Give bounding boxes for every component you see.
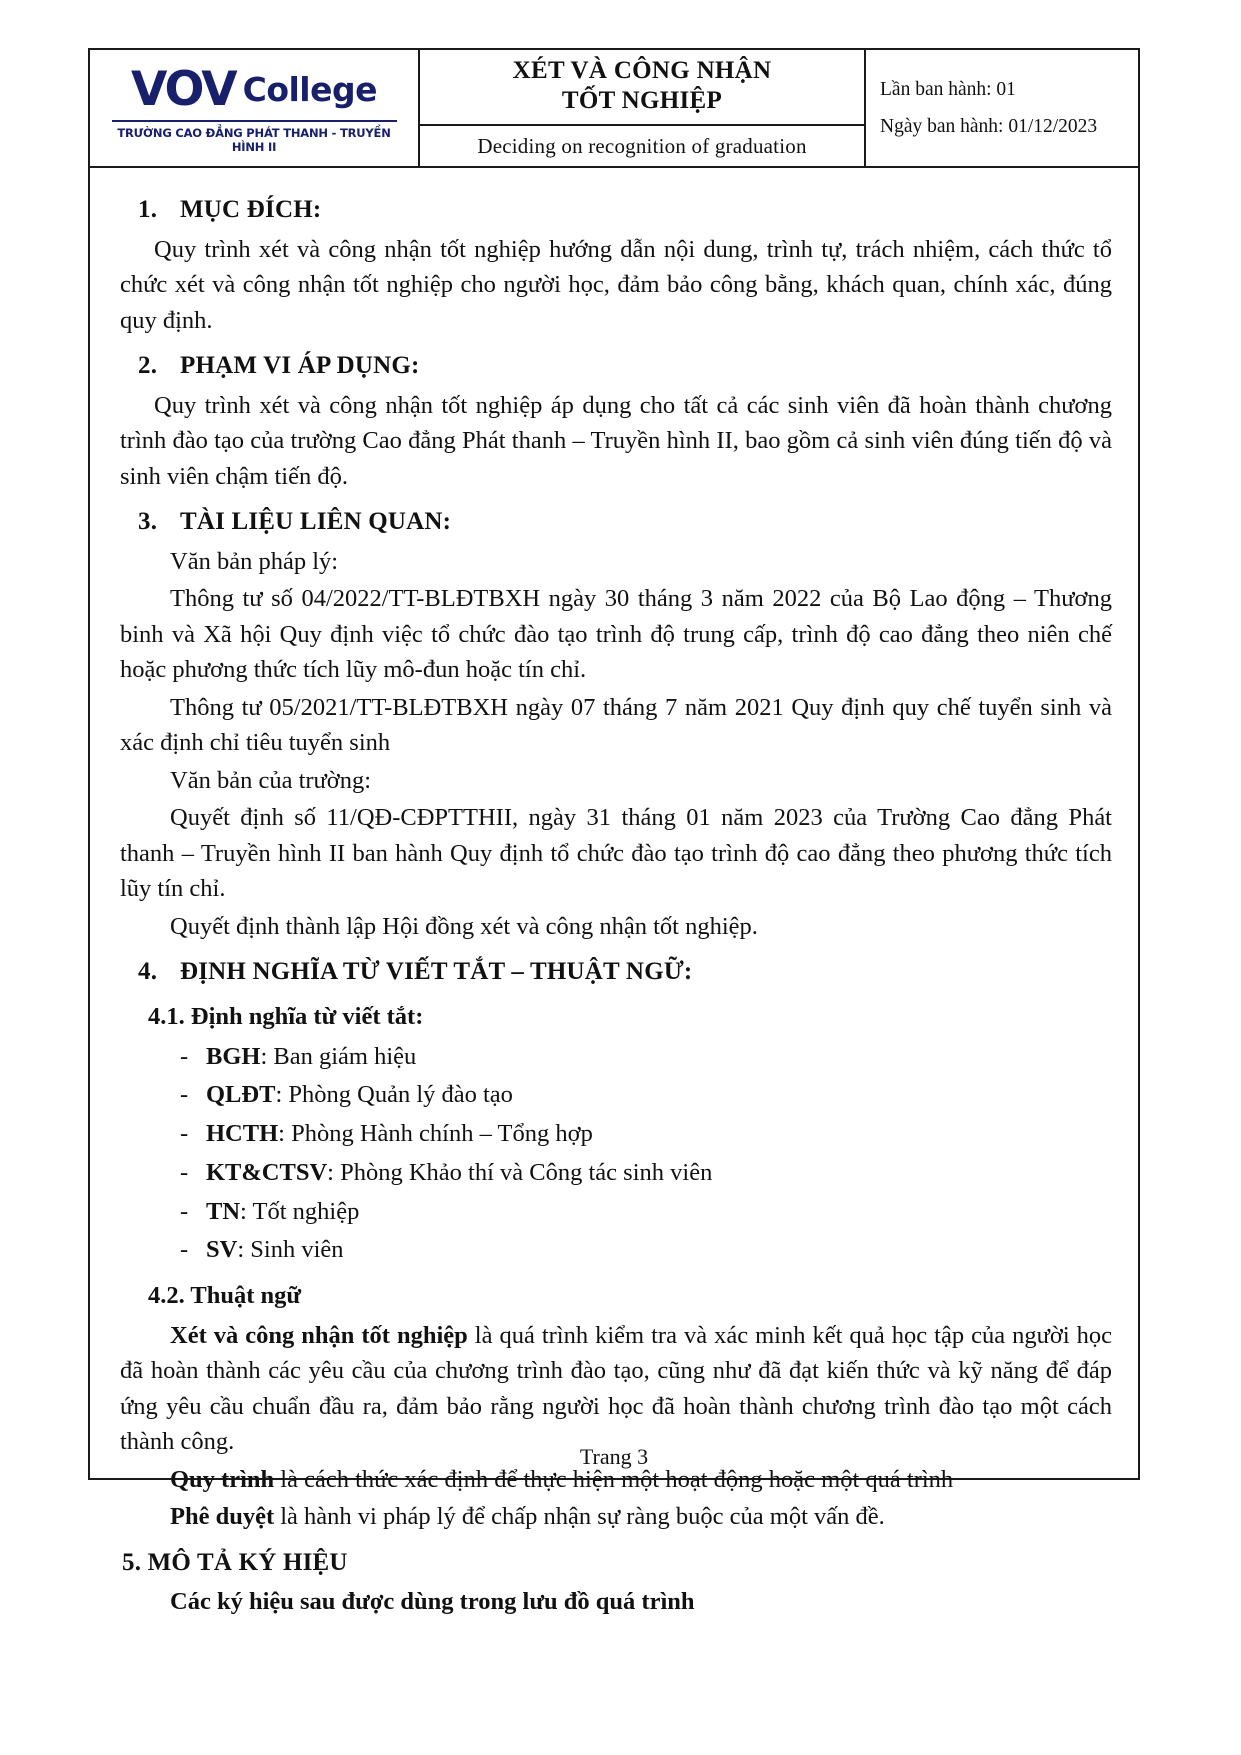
header-title-cell: [420, 50, 866, 166]
section-1-title: MỤC ĐÍCH:: [180, 196, 322, 223]
section-5-paragraph: Các ký hiệu sau được dùng trong lưu đồ quá trình: [170, 1588, 695, 1616]
page-footer: [90, 1444, 1138, 1470]
header-issue-cell: [866, 50, 1138, 166]
section-5-title: 5. MÔ TẢ KÝ HIỆU: [122, 1548, 348, 1576]
section-3-paragraph-4: Quyết định thành lập Hội đồng xét và công nhận tốt nghiệp.: [170, 912, 758, 940]
document-page: [88, 48, 1140, 1616]
abbr-term: KT&CTSV: [206, 1158, 328, 1186]
section-1-heading: [120, 192, 1112, 228]
logo-college-text: College: [242, 70, 378, 109]
section-3-heading: [120, 504, 1112, 540]
section-3-legal-label: Văn bản pháp lý:: [170, 547, 339, 575]
bullet-dash: -: [180, 1120, 189, 1148]
bullet-dash: -: [180, 1197, 189, 1225]
document-title: [420, 50, 864, 126]
term-3-text: là hành vi pháp lý để chấp nhận sự ràng buộc của một vấn đề.: [274, 1503, 885, 1531]
abbr-definition: : Tốt nghiệp: [240, 1197, 360, 1225]
abbr-definition: : Ban giám hiệu: [260, 1042, 417, 1070]
list-item: [180, 1116, 1112, 1153]
section-4-title: ĐỊNH NGHĨA TỪ VIẾT TẮT – THUẬT NGỮ:: [180, 958, 693, 986]
term-3-label: Phê duyệt: [170, 1503, 275, 1531]
bullet-dash: -: [180, 1158, 189, 1186]
logo: [130, 62, 378, 117]
term-2-label: Quy trình: [170, 1465, 275, 1493]
section-4-heading: [120, 954, 1112, 990]
term-2-text: là cách thức xác định để thực hiện một hoạt động hoặc một quá trình: [274, 1465, 954, 1493]
term-definition-3: [120, 1499, 1112, 1535]
document-title-english: Deciding on recognition of graduation: [477, 133, 807, 158]
section-2-number: 2.: [138, 352, 158, 380]
section-3-title: TÀI LIỆU LIÊN QUAN:: [180, 508, 452, 536]
header-logo-cell: [90, 50, 420, 166]
abbr-term: QLĐT: [206, 1081, 276, 1109]
abbr-definition: : Sinh viên: [237, 1236, 344, 1264]
document-body: [90, 168, 1138, 1620]
list-item: [180, 1077, 1112, 1114]
section-3-number: 3.: [138, 508, 158, 536]
bullet-dash: -: [180, 1081, 189, 1109]
issue-number: Lần ban hành: 01: [880, 78, 1016, 100]
abbr-term: TN: [206, 1197, 241, 1225]
abbr-term: BGH: [206, 1042, 261, 1070]
abbr-definition: : Phòng Khảo thí và Công tác sinh viên: [327, 1158, 713, 1186]
section-2-heading: [120, 348, 1112, 384]
bullet-dash: -: [180, 1042, 189, 1070]
section-3-paragraph-3: Quyết định số 11/QĐ-CĐPTTHII, ngày 31 tháng 01 năm 2023 của Trường Cao đẳng Phát thanh – Truyền hình II ban hành Quy định tổ chức đào tạo trình độ cao đẳng theo phương thức tích lũy tín chỉ.: [120, 804, 1112, 903]
section-2-paragraph: Quy trình xét và công nhận tốt nghiệp áp dụng cho tất cả các sinh viên đã hoàn thành chương trình đào tạo của trường Cao đẳng Phát thanh – Truyền hình II, bao gồm cả sinh viên đúng tiến độ và sinh viên chậm tiến độ.: [120, 391, 1112, 490]
section-2-title: PHẠM VI ÁP DỤNG:: [180, 352, 420, 380]
bullet-dash: -: [180, 1236, 189, 1264]
section-1-paragraph: Quy trình xét và công nhận tốt nghiệp hướng dẫn nội dung, trình tự, trách nhiệm, cách thức tổ chức xét và công nhận tốt nghiệp cho người học, đảm bảo công bằng, khách quan, chính xác, đúng quy định.: [120, 235, 1112, 334]
section-3-paragraph-2: Thông tư 05/2021/TT-BLĐTBXH ngày 07 tháng 7 năm 2021 Quy định quy chế tuyển sinh và xác định chỉ tiêu tuyển sinh: [120, 693, 1112, 757]
list-item: [180, 1194, 1112, 1231]
section-5-heading: [120, 1545, 1112, 1581]
logo-subtitle: TRƯỜNG CAO ĐẲNG PHÁT THANH - TRUYỀN HÌNH II: [112, 120, 397, 154]
page-number: Trang 3: [579, 1444, 649, 1469]
document-title-line1: XÉT VÀ CÔNG NHẬN: [512, 56, 772, 84]
abbr-definition: : Phòng Hành chính – Tổng hợp: [278, 1120, 593, 1148]
term-definition-1: [120, 1318, 1112, 1460]
term-1-label: Xét và công nhận tốt nghiệp: [170, 1321, 468, 1349]
section-4-number: 4.: [138, 958, 158, 986]
issue-date: Ngày ban hành: 01/12/2023: [880, 116, 1098, 137]
abbr-term: SV: [206, 1236, 238, 1264]
abbreviation-list: [120, 1039, 1112, 1270]
document-header: [90, 50, 1138, 168]
section-4-2-title: 4.2. Thuật ngữ: [148, 1282, 302, 1310]
term-1-text: là quá trình kiểm tra và xác minh kết quả học tập của người học đã hoàn thành các yêu cầu của chương trình đào tạo, cũng như đã đạt kiến thức và kỹ năng để đáp ứng yêu cầu chuẩn đầu ra, đảm bảo rằng người học đã hoàn thành chương trình đào tạo một cách thành công.: [120, 1321, 1113, 1456]
list-item: [180, 1039, 1112, 1076]
logo-brand-text: VOV: [130, 62, 236, 117]
section-4-1-title: 4.1. Định nghĩa từ viết tắt:: [148, 1002, 424, 1030]
section-3-school-label: Văn bản của trường:: [170, 766, 372, 794]
list-item: [180, 1232, 1112, 1269]
section-1-number: 1.: [138, 196, 158, 223]
list-item: [180, 1155, 1112, 1192]
document-title-line2: TỐT NGHIỆP: [561, 87, 723, 114]
section-3-paragraph-1: Thông tư số 04/2022/TT-BLĐTBXH ngày 30 tháng 3 năm 2022 của Bộ Lao động – Thương binh và Xã hội Quy định việc tổ chức đào tạo trình độ trung cấp, trình độ cao đẳng theo niên chế hoặc phương thức tích lũy mô-đun hoặc tín chỉ.: [120, 585, 1112, 684]
abbr-definition: : Phòng Quản lý đào tạo: [275, 1081, 513, 1109]
abbr-term: HCTH: [206, 1120, 279, 1148]
